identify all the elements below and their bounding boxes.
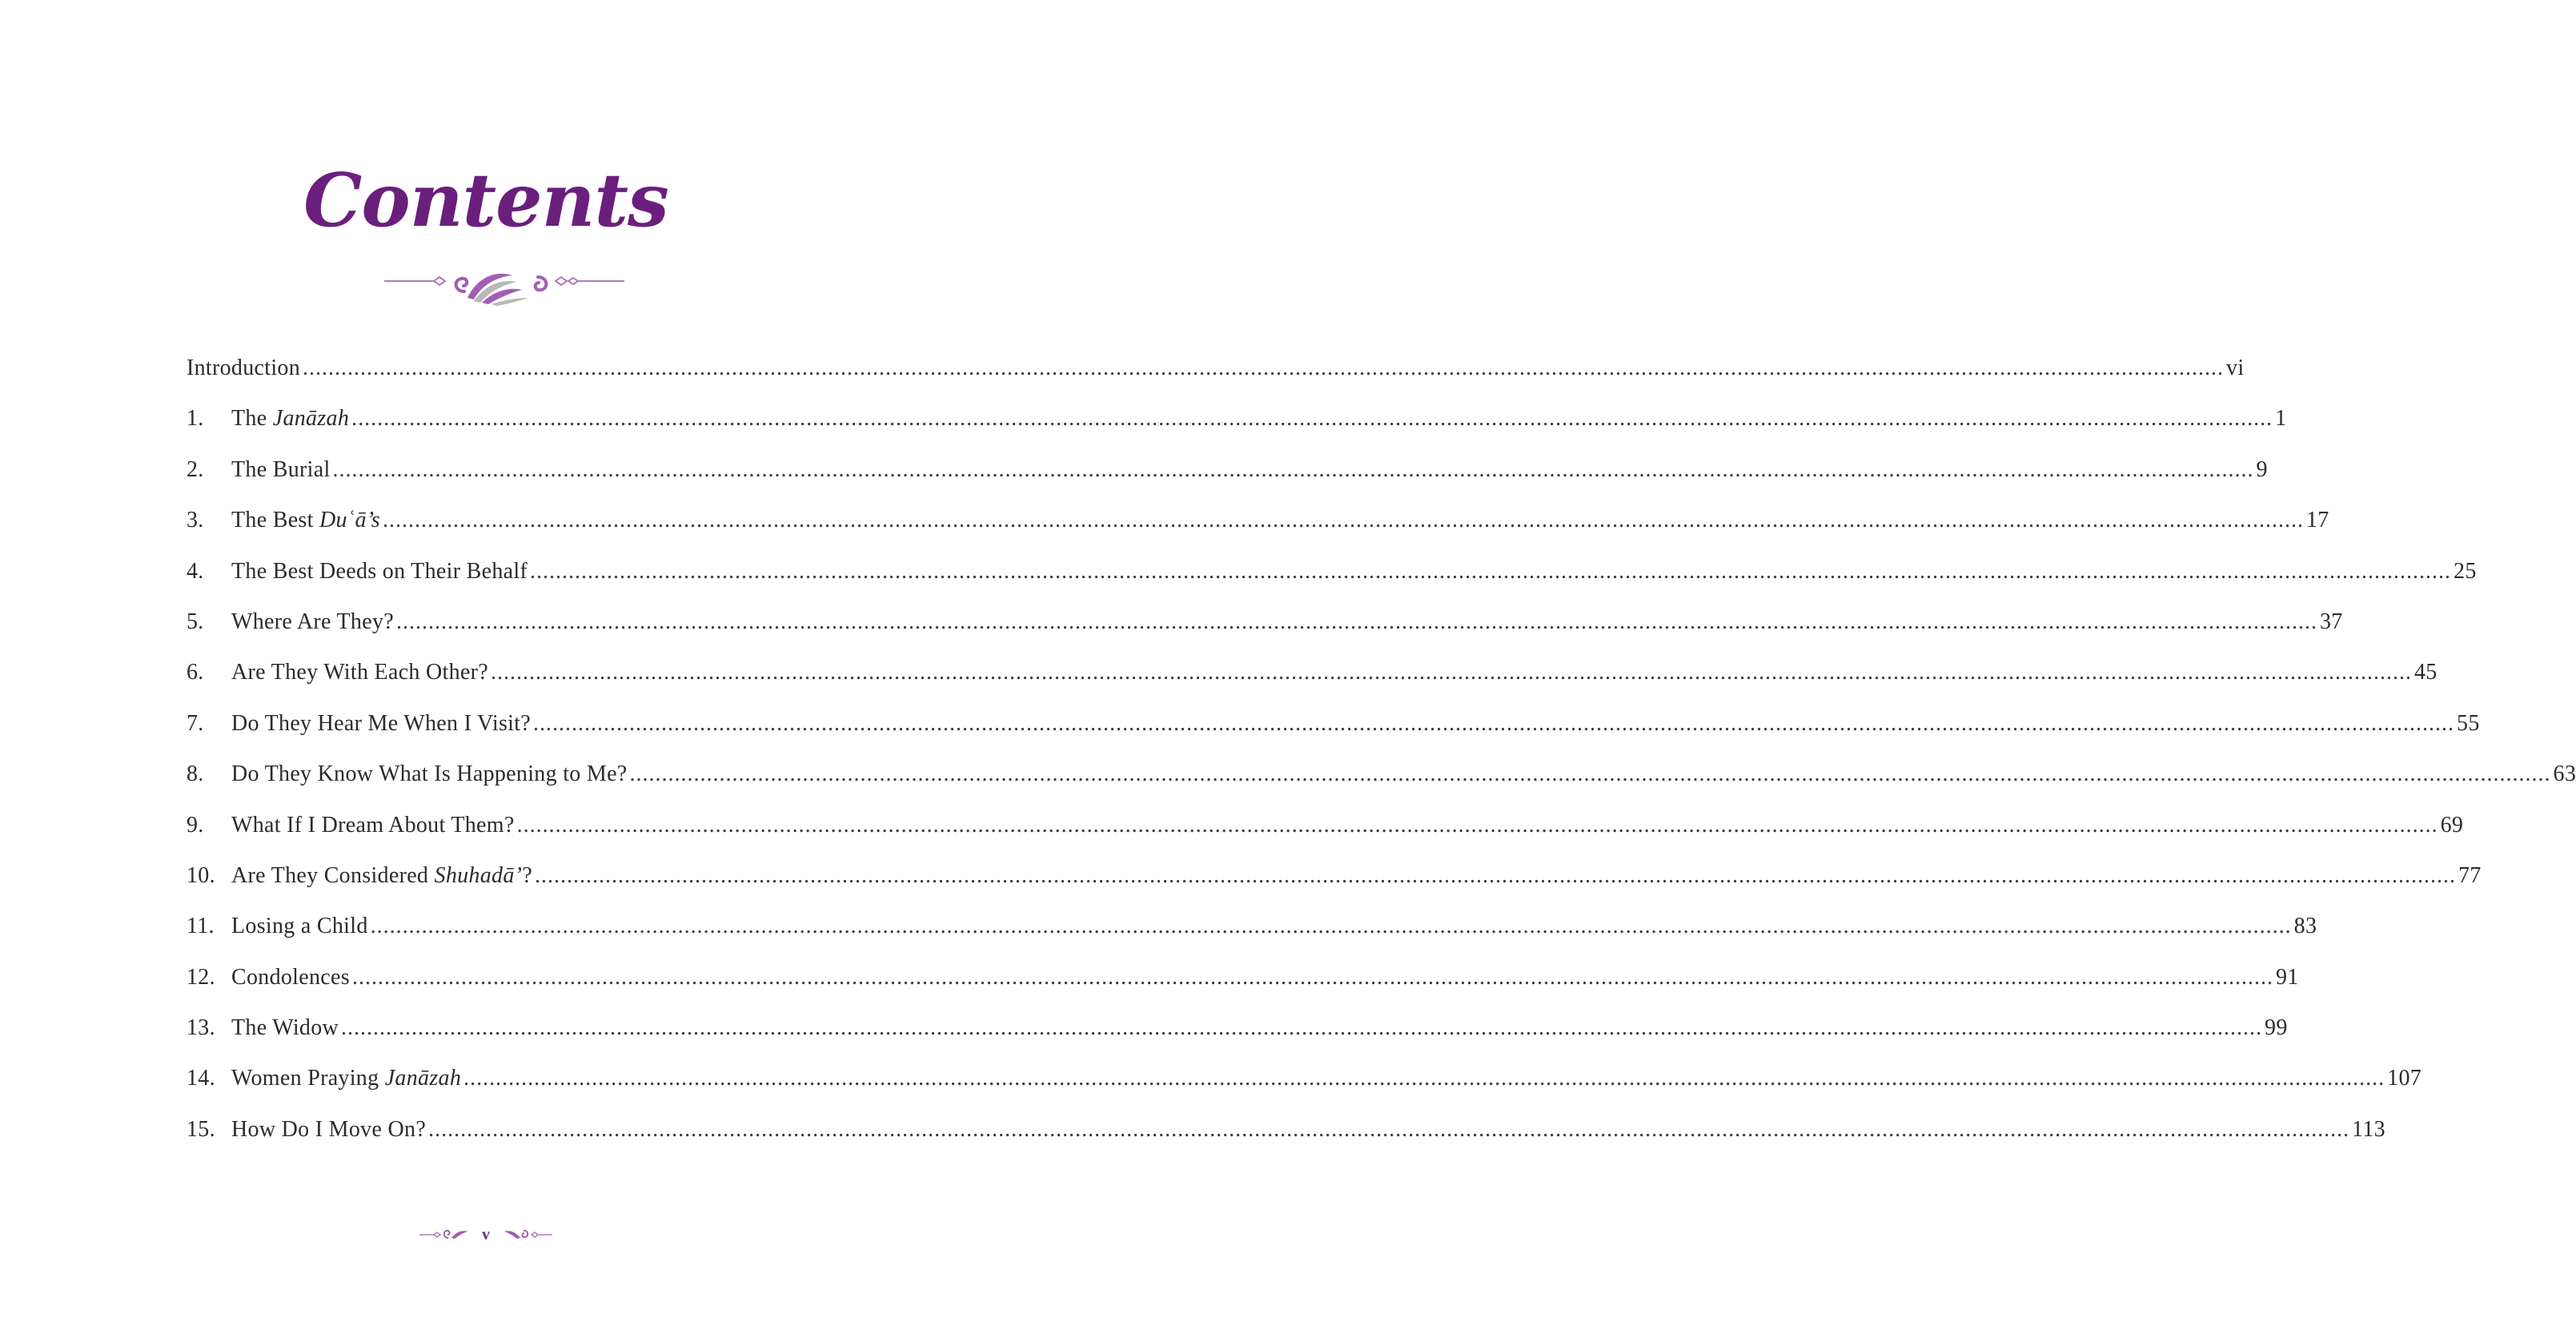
toc-entry-title bbox=[231, 556, 528, 588]
toc-entry-number: 15. bbox=[187, 1116, 215, 1142]
toc-entry-number: 9. bbox=[187, 812, 204, 838]
toc-entry-title-text: What If I Dream About Them? bbox=[231, 812, 515, 838]
dot-leader: ............................................................................................................................................................................................................................................................................................................ bbox=[332, 456, 2254, 482]
toc-entry-number: 6. bbox=[187, 660, 204, 685]
toc-entry-title bbox=[231, 657, 488, 689]
toc-entry-page: 91 bbox=[2275, 964, 2299, 990]
toc-entry-title-text: The Widow bbox=[231, 1015, 339, 1041]
toc-entry[interactable] bbox=[187, 860, 2482, 910]
toc-entry-title-text: The Best bbox=[231, 508, 320, 533]
toc-entry-title bbox=[231, 1114, 426, 1146]
toc-entry-title-text: The Best Deeds on Their Behalf bbox=[231, 558, 528, 584]
toc-entry-title-suffix: ? bbox=[522, 862, 532, 888]
dot-leader: ............................................................................................................................................................................................................................................................................................................ bbox=[491, 660, 2412, 685]
toc-entry-title bbox=[231, 810, 515, 842]
toc-entry-page: 1 bbox=[2275, 406, 2287, 432]
dot-leader: ............................................................................................................................................................................................................................................................................................................ bbox=[530, 558, 2452, 584]
dot-leader: ............................................................................................................................................................................................................................................................................................................ bbox=[533, 710, 2455, 736]
toc-entry-page: 107 bbox=[2387, 1066, 2422, 1091]
toc-entry[interactable] bbox=[187, 910, 2317, 961]
toc-entry[interactable] bbox=[187, 454, 2268, 504]
dot-leader: ............................................................................................................................................................................................................................................................................................................ bbox=[303, 356, 2225, 380]
toc-entry[interactable] bbox=[187, 758, 2576, 809]
toc-entry-page: 77 bbox=[2458, 862, 2482, 888]
toc-entry[interactable] bbox=[187, 352, 2245, 403]
toc-entry-page: 55 bbox=[2457, 710, 2480, 736]
toc-entry-title bbox=[231, 454, 331, 486]
toc-entry-page: 113 bbox=[2352, 1116, 2385, 1142]
toc-entry-title bbox=[231, 504, 380, 536]
toc-entry-title-italic: Janāzah bbox=[384, 1066, 462, 1091]
toc-entry-title bbox=[231, 860, 532, 892]
toc-entry[interactable] bbox=[187, 708, 2480, 758]
page-footer bbox=[0, 1223, 972, 1247]
dot-leader: ............................................................................................................................................................................................................................................................................................................ bbox=[351, 964, 2273, 990]
toc-entry-number: 14. bbox=[187, 1066, 215, 1091]
toc-entry-title bbox=[231, 910, 368, 942]
toc-entry-title-text: Introduction bbox=[187, 356, 301, 380]
toc-entry-title-text: How Do I Move On? bbox=[231, 1116, 427, 1142]
toc-entry-number: 3. bbox=[187, 508, 204, 533]
toc-entry-title-italic: Duʿā’s bbox=[319, 508, 380, 533]
dot-leader: ............................................................................................................................................................................................................................................................................................................ bbox=[463, 1066, 2385, 1091]
toc-entry-title bbox=[231, 1063, 461, 1095]
footer-right-flourish-icon bbox=[504, 1228, 552, 1241]
toc-entry-page: 83 bbox=[2293, 914, 2317, 939]
toc-entry-number: 5. bbox=[187, 609, 204, 634]
toc-entry-title-text: The bbox=[231, 406, 273, 432]
toc-entry-page: vi bbox=[2226, 356, 2245, 380]
toc-entry[interactable] bbox=[187, 657, 2438, 707]
toc-entry-page: 17 bbox=[2305, 508, 2329, 533]
toc-entry-title bbox=[231, 708, 531, 740]
toc-entry-number: 13. bbox=[187, 1015, 215, 1041]
toc-entry[interactable] bbox=[187, 606, 2343, 657]
table-of-contents bbox=[187, 352, 2576, 1164]
toc-entry-number: 12. bbox=[187, 964, 215, 990]
toc-entry-title-text: Do They Know What Is Happening to Me? bbox=[231, 761, 628, 787]
toc-entry-page: 99 bbox=[2265, 1015, 2288, 1041]
toc-entry-number: 1. bbox=[187, 406, 204, 432]
toc-entry-page: 25 bbox=[2454, 558, 2477, 584]
toc-entry-title bbox=[231, 758, 628, 790]
toc-entry-number: 8. bbox=[187, 761, 204, 787]
toc-entry-title-text: Where Are They? bbox=[231, 609, 394, 634]
toc-entry-page: 69 bbox=[2440, 812, 2464, 838]
toc-entry[interactable] bbox=[187, 1012, 2288, 1063]
toc-entry-title-text: Are They Considered bbox=[231, 862, 435, 888]
toc-entry-title bbox=[231, 606, 394, 638]
toc-entry-title-italic: Shuhadā’ bbox=[434, 862, 523, 888]
toc-entry-number: 2. bbox=[187, 456, 204, 482]
toc-entry-title-text: Losing a Child bbox=[231, 914, 368, 939]
toc-entry[interactable] bbox=[187, 962, 2299, 1012]
dot-leader: ............................................................................................................................................................................................................................................................................................................ bbox=[516, 812, 2438, 838]
toc-entry-page: 45 bbox=[2414, 660, 2438, 685]
dot-leader: ............................................................................................................................................................................................................................................................................................................ bbox=[382, 508, 2304, 533]
toc-entry[interactable] bbox=[187, 810, 2464, 860]
toc-entry-title-text: Are They With Each Other? bbox=[231, 660, 488, 685]
dot-leader: ............................................................................................................................................................................................................................................................................................................ bbox=[370, 914, 2292, 939]
toc-entry-title-text: Do They Hear Me When I Visit? bbox=[231, 710, 532, 736]
toc-entry-number: 7. bbox=[187, 710, 204, 736]
toc-entry-title-text: Condolences bbox=[231, 964, 350, 990]
toc-entry-title-text: Women Praying bbox=[231, 1066, 385, 1091]
toc-entry[interactable] bbox=[187, 556, 2477, 606]
toc-entry-number: 11. bbox=[187, 914, 215, 939]
toc-entry-page: 63 bbox=[2553, 761, 2576, 787]
page-number: v bbox=[482, 1225, 490, 1244]
toc-entry-title bbox=[231, 962, 350, 994]
toc-entry[interactable] bbox=[187, 403, 2287, 453]
toc-entry-number: 10. bbox=[187, 862, 215, 888]
toc-entry-title bbox=[231, 403, 349, 435]
page-title: Contents bbox=[303, 157, 668, 243]
toc-entry[interactable] bbox=[187, 1063, 2422, 1113]
dot-leader: ............................................................................................................................................................................................................................................................................................................ bbox=[535, 862, 2456, 888]
toc-entry-number: 4. bbox=[187, 558, 204, 584]
dot-leader: ............................................................................................................................................................................................................................................................................................................ bbox=[341, 1015, 2263, 1041]
footer-left-flourish-icon bbox=[419, 1228, 467, 1241]
toc-entry-page: 37 bbox=[2320, 609, 2343, 634]
toc-entry[interactable] bbox=[187, 1114, 2385, 1164]
dot-leader: ............................................................................................................................................................................................................................................................................................................ bbox=[428, 1116, 2350, 1142]
toc-entry-title-italic: Janāzah bbox=[272, 406, 350, 432]
toc-entry-title bbox=[231, 1012, 339, 1044]
dot-leader: ............................................................................................................................................................................................................................................................................................................ bbox=[351, 406, 2273, 432]
toc-entry-page: 9 bbox=[2256, 456, 2268, 482]
flourish-ornament-icon bbox=[384, 274, 624, 330]
toc-entry-title bbox=[187, 352, 300, 384]
dot-leader: ............................................................................................................................................................................................................................................................................................................ bbox=[396, 609, 2317, 634]
dot-leader: ............................................................................................................................................................................................................................................................................................................ bbox=[629, 761, 2551, 787]
toc-entry-title-text: The Burial bbox=[231, 456, 331, 482]
toc-entry[interactable] bbox=[187, 504, 2329, 555]
